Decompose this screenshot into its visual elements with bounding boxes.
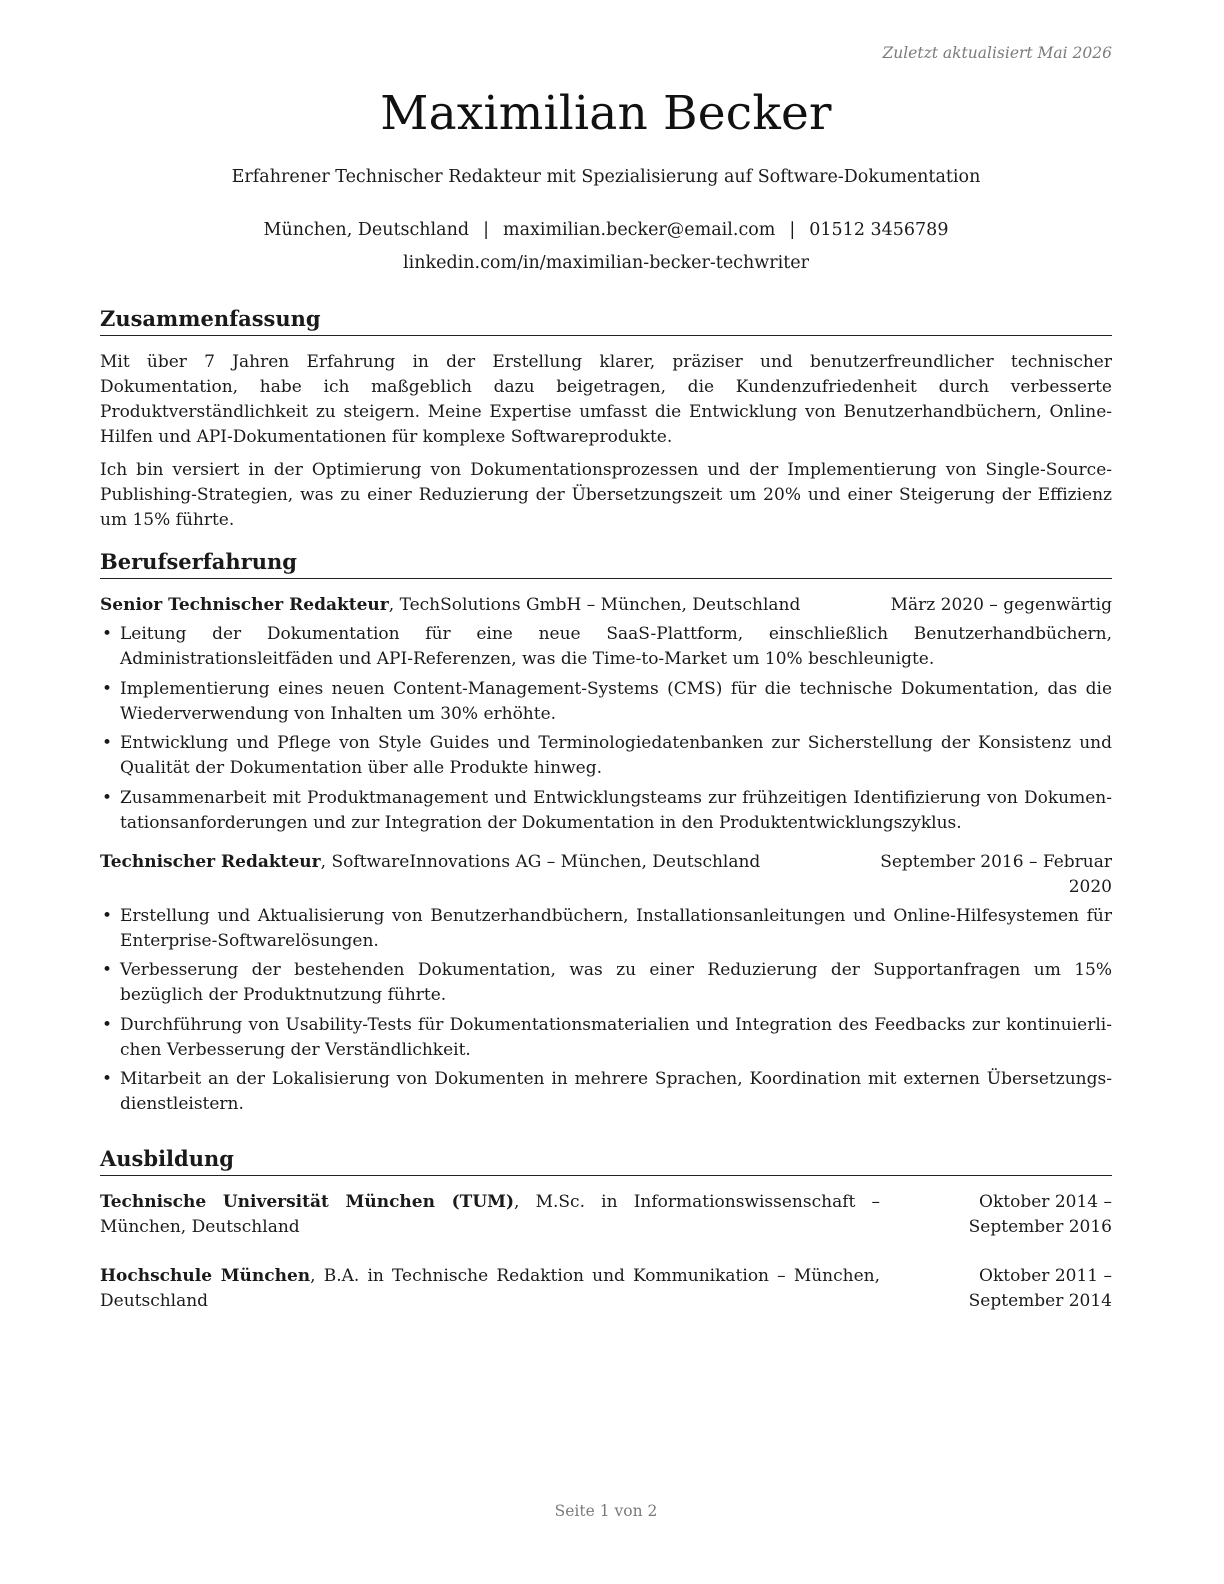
email-link[interactable]: maximilian.becker@email.com	[502, 220, 776, 240]
job-header	[100, 593, 1112, 618]
summary-paragraph: Mit über 7 Jahren Erfahrung in der Erstellung klarer, präziser und benutzerfreundlicher technischer Dokumentation, habe ich maßgeblich dazu beigetragen, die Kundenzufriedenheit durch verbesserte Produktverständlichkeit zu steigern. Meine Expertise umfasst die Entwicklung von Benutzerhandbüchern, Online-Hilfen und API-Dokumentationen für komplexe Softwareprodukte.	[100, 352, 1112, 447]
separator: |	[483, 220, 489, 240]
summary-paragraph: Ich bin versiert in der Optimierung von Dokumentationsprozessen und der Implementierung von Single-Source-Publishing-Strategien, was zu einer Reduzierung der Übersetzungszeit um 20% und einer Steigerung der Effizienz um 15% führte.	[100, 460, 1112, 530]
education-title-line	[100, 1190, 880, 1240]
job-bullets	[100, 904, 1112, 1118]
contact-line	[100, 220, 1112, 240]
resume-page	[100, 0, 1112, 1584]
education-dates: Oktober 2011 – September 2014	[968, 1266, 1112, 1311]
list-item: • Verbesserung der bestehenden Dokumentation, was zu einer Reduzierung der Supportanfragen um 15% bezüglich der Produktnutzung führte.	[100, 958, 1112, 1008]
section-title: Zusammenfassung	[100, 305, 1112, 336]
job-bullets	[100, 622, 1112, 836]
phone-number: 01512 3456789	[809, 220, 949, 240]
linkedin-link[interactable]: linkedin.com/in/maximilian-becker-techwriter	[403, 253, 809, 273]
degree: , B.A. in Technische Redaktion und Kommunikation – München, Deutschland	[100, 1266, 881, 1311]
job-company: , TechSolutions GmbH – München, Deutschland	[388, 595, 801, 615]
job-role: Technischer Redakteur	[100, 851, 321, 872]
job-entry	[100, 850, 1112, 1118]
job-dates: März 2020 – gegenwärtig	[890, 595, 1112, 615]
section-title: Ausbildung	[100, 1145, 1112, 1176]
list-item: • Erstellung und Aktualisierung von Benutzerhandbüchern, Installationsanleitungen und Online-Hilfesystemen für Enterprise-Softwarelösungen.	[100, 904, 1112, 954]
list-item: • Implementierung eines neuen Content-Management-Systems (CMS) für die technische Dokumentation, das die Wiederverwendung von Inhalten um 30% erhöhte.	[100, 677, 1112, 727]
job-company: , SoftwareInnovations AG – München, Deutschland	[320, 851, 761, 872]
school-name: Hochschule München	[100, 1266, 311, 1286]
school-name: Technische Universität München (TUM)	[100, 1192, 515, 1212]
experience-section	[100, 548, 1112, 1122]
job-entry	[100, 593, 1112, 836]
job-role: Senior Technischer Redakteur	[100, 595, 389, 615]
section-title: Berufserfahrung	[100, 548, 1112, 579]
separator: |	[789, 220, 796, 240]
tagline: Erfahrener Technischer Redakteur mit Spezialisierung auf Software-Dokumentation	[231, 167, 981, 187]
list-item: • Zusammenarbeit mit Produktmanagement und Entwicklungsteams zur frühzeitigen Identifizierung von Dokumentationsanforderungen und zur Integration der Dokumentation in den Produktentwicklungszyklus.	[100, 786, 1112, 836]
education-entry	[100, 1264, 1112, 1314]
job-header	[100, 850, 1112, 900]
candidate-name: Maximilian Becker	[380, 86, 832, 141]
education-title-line	[100, 1264, 880, 1314]
education-section	[100, 1145, 1112, 1314]
education-entry	[100, 1190, 1112, 1240]
list-item: • Durchführung von Usability-Tests für Dokumentationsmaterialien und Integration des Feedbacks zur kontinuierlichen Verbesserung der Verständlichkeit.	[100, 1013, 1112, 1063]
list-item: • Leitung der Dokumentation für eine neue SaaS-Plattform, einschließlich Benutzerhandbüchern, Administrationsleitfäden und API-Referenzen, was die Time-to-Market um 10% beschleunigte.	[100, 622, 1112, 672]
list-item: • Mitarbeit an der Lokalisierung von Dokumenten in mehrere Sprachen, Koordination mit externen Übersetzungsdienstleistern.	[100, 1067, 1112, 1117]
education-dates: Oktober 2014 – September 2016	[968, 1192, 1112, 1237]
job-title-line	[100, 850, 867, 900]
degree: , M.Sc. in Informationswissenschaft – München, Deutschland	[100, 1192, 881, 1237]
location: München, Deutschland	[263, 220, 470, 240]
list-item: • Entwicklung und Pflege von Style Guides und Terminologiedatenbanken zur Sicherstellung der Konsistenz und Qualität der Dokumentation über alle Produkte hinweg.	[100, 731, 1112, 781]
last-updated: Zuletzt aktualisiert Mai 2026	[882, 44, 1112, 62]
summary-section	[100, 305, 1112, 533]
job-dates: September 2016 – Februar 2020	[880, 851, 1112, 897]
page-number: Seite 1 von 2	[554, 1502, 658, 1520]
job-title-line	[100, 593, 891, 618]
